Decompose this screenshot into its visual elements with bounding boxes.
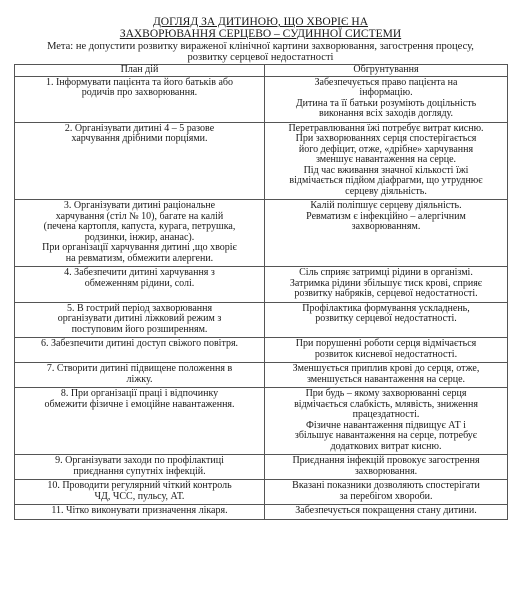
plan-cell xyxy=(15,302,265,338)
plan-cell xyxy=(15,76,265,122)
table-header-row xyxy=(15,65,508,77)
reason-cell xyxy=(265,200,508,267)
plan-line: 8. При організації праці і відпочинку xyxy=(60,388,219,399)
plan-line: організувати дитині ліжковий режим з xyxy=(57,313,222,324)
reason-line: Зменшується приплив крові до серця, отже, xyxy=(292,363,480,374)
plan-line: обмеженням рідини, солі. xyxy=(84,277,195,289)
plan-line: При організації харчування дитині ,що хворіє xyxy=(42,242,237,253)
table-row xyxy=(15,122,508,200)
plan-line: поступовим його розширенням. xyxy=(71,323,208,335)
plan-cell xyxy=(15,122,265,200)
document-title xyxy=(14,16,507,40)
reason-line: додаткових витрат кисню. xyxy=(330,440,442,452)
plan-line: 3. Організувати дитині раціональне xyxy=(63,200,216,211)
plan-line: харчування (стіл № 10), багате на калій xyxy=(55,210,224,222)
reason-cell xyxy=(265,388,508,455)
plan-line: родичів про захворювання. xyxy=(81,87,198,98)
plan-cell xyxy=(15,267,265,303)
reason-line: Затримка рідини збільшує тиск крові, сприяє xyxy=(289,277,483,289)
reason-line: Забезпечується покращення стану дитини. xyxy=(295,505,477,516)
plan-line: ЧД, ЧСС, пульсу, АТ. xyxy=(94,490,185,502)
reason-line: працездатності. xyxy=(352,409,420,420)
plan-line: (печена картопля, капуста, курага, петрушка, xyxy=(43,221,236,232)
reason-cell xyxy=(265,122,508,200)
reason-line: Перетравлювання їжі потребує витрат кисню. xyxy=(288,122,484,134)
care-plan-table xyxy=(14,64,508,520)
reason-line: збільшує навантаження на серце, потребує xyxy=(294,430,478,441)
header-reason: Обгрунтування xyxy=(265,65,508,77)
reason-line: захворювання. xyxy=(354,465,418,477)
plan-line: 11. Чітко виконувати призначення лікаря. xyxy=(51,505,228,516)
reason-line: Під час вживання значної кількості їжі xyxy=(303,164,469,176)
reason-line: зменшує навантаження на серце. xyxy=(315,154,457,165)
reason-line: розвиток кисневої недостатності. xyxy=(314,348,458,360)
table-row xyxy=(15,455,508,480)
reason-cell xyxy=(265,480,508,505)
plan-cell xyxy=(15,505,265,520)
plan-line: на ревматизм, обмежити алергени. xyxy=(65,252,214,264)
plan-line: 5. В гострий період захворювання xyxy=(66,302,213,314)
title-line-1: ДОГЛЯД ЗА ДИТИНОЮ, ЩО ХВОРІЄ НА xyxy=(152,16,369,28)
reason-line: Приєднання інфекцій провокує загострення xyxy=(292,455,480,466)
reason-line: його дефіцит, отже, «дрібне» харчування xyxy=(298,143,474,155)
document-goal xyxy=(14,41,507,63)
reason-line: При порушенні роботи серця відмічається xyxy=(295,338,477,349)
table-row xyxy=(15,302,508,338)
plan-line: ліжку. xyxy=(126,373,153,385)
reason-line: Ревматизм є інфекційно – алергічним xyxy=(306,210,466,222)
plan-cell xyxy=(15,480,265,505)
table-row xyxy=(15,363,508,388)
table-row xyxy=(15,388,508,455)
title-line-2: ЗАХВОРЮВАННЯ СЕРЦЕВО – СУДИННОЇ СИСТЕМИ xyxy=(119,28,402,40)
plan-cell xyxy=(15,200,265,267)
reason-cell xyxy=(265,76,508,122)
header-plan: План дій xyxy=(15,65,265,77)
reason-line: серцеву діяльність. xyxy=(345,185,427,197)
reason-cell xyxy=(265,267,508,303)
plan-cell xyxy=(15,338,265,363)
plan-cell xyxy=(15,455,265,480)
reason-line: розвитку набряків, серцевої недостатності. xyxy=(294,288,478,299)
table-row xyxy=(15,267,508,303)
plan-line: 10. Проводити регулярний чіткий контроль xyxy=(47,480,232,491)
plan-line: 4. Забезпечити дитині харчування з xyxy=(64,267,215,278)
table-row xyxy=(15,338,508,363)
reason-line: розвитку серцевої недостатності. xyxy=(315,313,457,324)
plan-line: родзинки, інжир, ананас). xyxy=(84,231,195,243)
table-body xyxy=(15,76,508,519)
plan-cell xyxy=(15,363,265,388)
reason-line: Сіль сприяє затримці рідини в організмі. xyxy=(299,267,473,278)
table-row xyxy=(15,76,508,122)
reason-cell xyxy=(265,338,508,363)
reason-line: зменшується навантаження на серце. xyxy=(306,373,466,385)
plan-line: 7. Створити дитині підвищене положення в xyxy=(46,363,233,374)
table-row xyxy=(15,505,508,520)
reason-line: Калій поліпшує серцеву діяльність. xyxy=(310,200,462,211)
plan-line: 6. Забезпечити дитині доступ свіжого повітря. xyxy=(40,338,239,349)
reason-line: При будь – якому захворюванні серця xyxy=(305,388,467,399)
reason-line: При захворюваннях серця спостерігається xyxy=(295,133,477,144)
plan-line: харчування дрібними порціями. xyxy=(71,133,208,144)
reason-line: Дитина та її батьки розуміють доцільність xyxy=(295,97,477,109)
reason-line: за перебігом хвороби. xyxy=(339,490,433,502)
plan-line: обмежити фізичне і емоційне навантаження. xyxy=(44,398,235,410)
reason-line: виконання всіх заходів догляду. xyxy=(318,108,454,119)
reason-cell xyxy=(265,302,508,338)
plan-line: 1. Інформувати пацієнта та його батьків або xyxy=(45,76,234,88)
reason-line: Забезпечується право пацієнта на xyxy=(314,76,458,88)
plan-cell xyxy=(15,388,265,455)
reason-line: захворюванням. xyxy=(351,221,421,232)
plan-line: 9. Організувати заходи по профілактиці xyxy=(55,455,224,466)
reason-line: Профілактика формування ускладнень, xyxy=(302,302,470,314)
reason-line: відмічається підйом діафрагми, що утруднює xyxy=(289,175,483,186)
table-row xyxy=(15,480,508,505)
reason-line: відмічається слабкість, млявість, зниження xyxy=(294,398,478,410)
reason-cell xyxy=(265,505,508,520)
table-row xyxy=(15,200,508,267)
reason-cell xyxy=(265,363,508,388)
reason-cell xyxy=(265,455,508,480)
reason-line: інформацію. xyxy=(359,87,413,98)
goal-line-1: Мета: не допустити розвитку вираженої клінічної картини захворювання, загострення процесу, xyxy=(47,41,474,52)
reason-line: Фізичне навантаження підвищує АТ і xyxy=(306,419,466,431)
plan-line: приєднання супутніх інфекцій. xyxy=(73,465,206,477)
plan-line: 2. Організувати дитині 4 – 5 разове xyxy=(64,122,215,134)
reason-line: Вказані показники дозволяють спостерігати xyxy=(292,480,480,491)
goal-line-2: розвитку серцевої недостатності xyxy=(187,52,334,63)
